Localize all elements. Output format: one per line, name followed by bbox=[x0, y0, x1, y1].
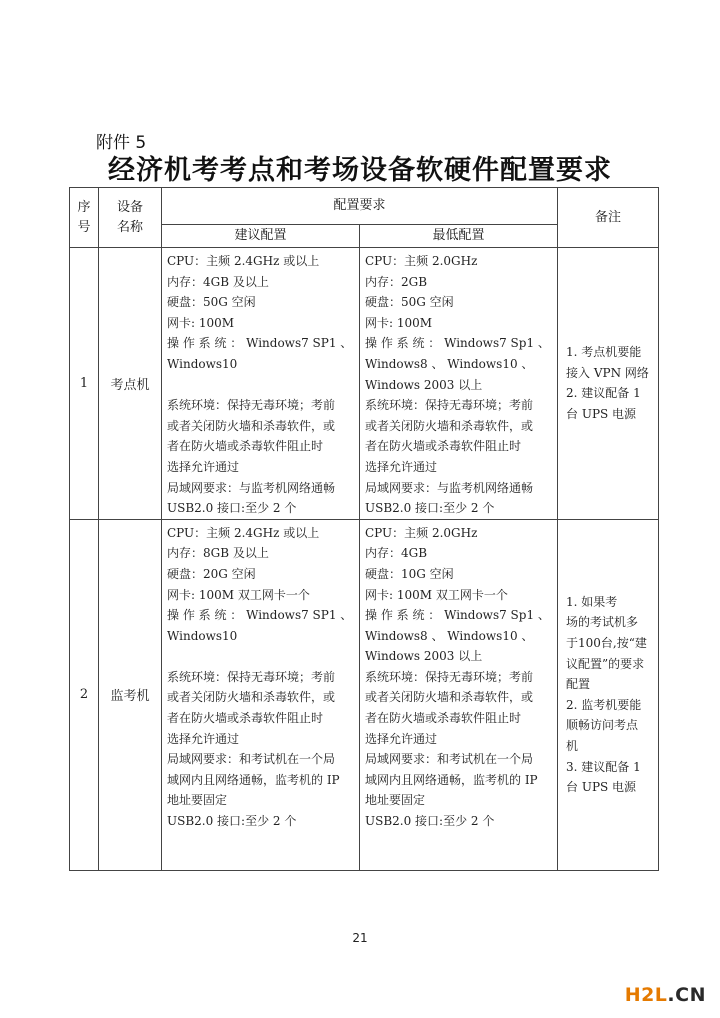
text-line: 机 bbox=[566, 738, 579, 753]
table-row bbox=[70, 248, 659, 520]
text-line: CPU：主频 2.0GHz bbox=[365, 525, 478, 540]
watermark-logo bbox=[625, 984, 706, 1006]
text-line: 局域网要求：与监考机网络通畅 bbox=[365, 480, 534, 495]
text-line: 网卡: 100M bbox=[167, 315, 235, 330]
document-title: 经济机考考点和考场设备软硬件配置要求 bbox=[108, 155, 612, 186]
text-line: 操 作 系 统 ： Windows7 Sp1 、 bbox=[365, 608, 550, 623]
watermark-part1: H2L bbox=[624, 984, 668, 1006]
text-line: 域网内且网络通畅，监考机的 IP bbox=[167, 772, 340, 787]
text-line: 选择允许通过 bbox=[167, 731, 240, 746]
device-name: 考点机 bbox=[99, 248, 162, 520]
text-line: 内存：4GB 及以上 bbox=[167, 274, 269, 289]
text-line bbox=[167, 646, 355, 667]
text-line: 域网内且网络通畅，监考机的 IP bbox=[365, 772, 538, 787]
header-seq-line1: 序 bbox=[77, 199, 91, 215]
text-line: 内存：4GB bbox=[365, 546, 428, 561]
watermark-part2: .CN bbox=[667, 984, 706, 1006]
text-line: Windows 2003 以上 bbox=[365, 649, 483, 664]
recommended-config bbox=[162, 248, 360, 520]
text-line: CPU：主频 2.0GHz bbox=[365, 254, 478, 268]
text-line: 系统环境：保持无毒环境；考前 bbox=[167, 398, 336, 413]
attachment-label: 附件 5 bbox=[96, 133, 147, 153]
remarks bbox=[558, 248, 659, 520]
text-line: Windows10 bbox=[167, 628, 238, 643]
text-line bbox=[167, 375, 355, 396]
text-line: USB2.0 接口:至少 2 个 bbox=[167, 814, 297, 829]
text-line: Windows8 、 Windows10 、 bbox=[365, 356, 534, 371]
text-line: Windows 2003 以上 bbox=[365, 377, 483, 392]
row-number: 1 bbox=[70, 248, 99, 520]
header-config: 配置要求 bbox=[162, 188, 558, 225]
device-name: 监考机 bbox=[99, 519, 162, 870]
text-line: 网卡: 100M bbox=[365, 315, 433, 330]
text-line: 选择允许通过 bbox=[365, 459, 438, 474]
text-line: 或者关闭防火墙和杀毒软件，或 bbox=[365, 418, 534, 433]
text-line: 议配置”的要求 bbox=[566, 656, 645, 671]
text-line: 硬盘：50G 空闲 bbox=[167, 295, 256, 310]
row-number: 2 bbox=[70, 519, 99, 870]
text-line: 于100台,按“建 bbox=[566, 635, 647, 650]
header-recommended: 建议配置 bbox=[162, 225, 360, 248]
text-line: 选择允许通过 bbox=[167, 459, 240, 474]
text-line: 者在防火墙或杀毒软件阻止时 bbox=[167, 711, 324, 726]
text-line: 局域网要求：与监考机网络通畅 bbox=[167, 480, 336, 495]
text-line: 地址要固定 bbox=[365, 793, 426, 808]
remarks bbox=[558, 519, 659, 870]
header-device-line1: 设备 bbox=[116, 199, 143, 215]
minimum-config bbox=[360, 248, 558, 520]
header-seq-line2: 号 bbox=[77, 219, 91, 235]
text-line: 系统环境：保持无毒环境；考前 bbox=[365, 398, 534, 413]
text-line: 操 作 系 统 ： Windows7 SP1 、 bbox=[167, 608, 353, 623]
header-minimum: 最低配置 bbox=[360, 225, 558, 248]
minimum-config bbox=[360, 519, 558, 870]
text-line: 或者关闭防火墙和杀毒软件，或 bbox=[167, 418, 336, 433]
text-line: 顺畅访问考点 bbox=[566, 718, 639, 733]
text-line: CPU：主频 2.4GHz 或以上 bbox=[167, 525, 320, 540]
text-line: 或者关闭防火墙和杀毒软件，或 bbox=[167, 690, 336, 705]
text-line: USB2.0 接口:至少 2 个 bbox=[365, 814, 495, 829]
text-line: 内存：8GB 及以上 bbox=[167, 546, 269, 561]
text-line: 内存：2GB bbox=[365, 274, 428, 289]
text-line: 2. 建议配备 1 bbox=[566, 386, 641, 401]
recommended-config bbox=[162, 519, 360, 870]
text-line: 系统环境：保持无毒环境；考前 bbox=[167, 669, 336, 684]
text-line: 1. 如果考 bbox=[566, 594, 618, 609]
text-line: Windows10 bbox=[167, 356, 238, 371]
text-line: 或者关闭防火墙和杀毒软件，或 bbox=[365, 690, 534, 705]
text-line: 硬盘：50G 空闲 bbox=[365, 295, 454, 310]
text-line: 台 UPS 电源 bbox=[566, 780, 637, 795]
text-line: 接入 VPN 网络 bbox=[566, 365, 649, 380]
header-remarks: 备注 bbox=[558, 188, 659, 248]
text-line: 操 作 系 统 ： Windows7 Sp1 、 bbox=[365, 336, 550, 351]
text-line: 网卡: 100M 双工网卡一个 bbox=[365, 587, 508, 602]
header-seq bbox=[70, 188, 99, 248]
text-line: 者在防火墙或杀毒软件阻止时 bbox=[365, 439, 522, 454]
text-line: 选择允许通过 bbox=[365, 731, 438, 746]
text-line: 者在防火墙或杀毒软件阻止时 bbox=[365, 711, 522, 726]
text-line: 场的考试机多 bbox=[566, 615, 639, 630]
header-device-line2: 名称 bbox=[116, 219, 143, 235]
text-line: 2. 监考机要能 bbox=[566, 697, 642, 712]
config-table bbox=[69, 187, 659, 871]
text-line: 操 作 系 统 ： Windows7 SP1 、 bbox=[167, 336, 353, 351]
text-line: Windows8 、 Windows10 、 bbox=[365, 628, 534, 643]
text-line: 1. 考点机要能 bbox=[566, 345, 642, 360]
text-line: USB2.0 接口:至少 2 个 bbox=[365, 501, 495, 516]
text-line: 硬盘：20G 空闲 bbox=[167, 566, 256, 581]
text-line: 局域网要求：和考试机在一个局 bbox=[167, 752, 336, 767]
text-line: 3. 建议配备 1 bbox=[566, 759, 641, 774]
header-device bbox=[99, 188, 162, 248]
text-line: USB2.0 接口:至少 2 个 bbox=[167, 501, 297, 516]
page-number: 21 bbox=[352, 931, 368, 945]
text-line: 台 UPS 电源 bbox=[566, 406, 637, 421]
text-line: 配置 bbox=[566, 677, 591, 692]
text-line: 系统环境：保持无毒环境；考前 bbox=[365, 669, 534, 684]
text-line: 者在防火墙或杀毒软件阻止时 bbox=[167, 439, 324, 454]
text-line: 地址要固定 bbox=[167, 793, 228, 808]
text-line: 硬盘：10G 空闲 bbox=[365, 566, 454, 581]
text-line: 网卡: 100M 双工网卡一个 bbox=[167, 587, 310, 602]
text-line: CPU：主频 2.4GHz 或以上 bbox=[167, 254, 320, 268]
text-line: 局域网要求：和考试机在一个局 bbox=[365, 752, 534, 767]
table-row bbox=[70, 519, 659, 870]
